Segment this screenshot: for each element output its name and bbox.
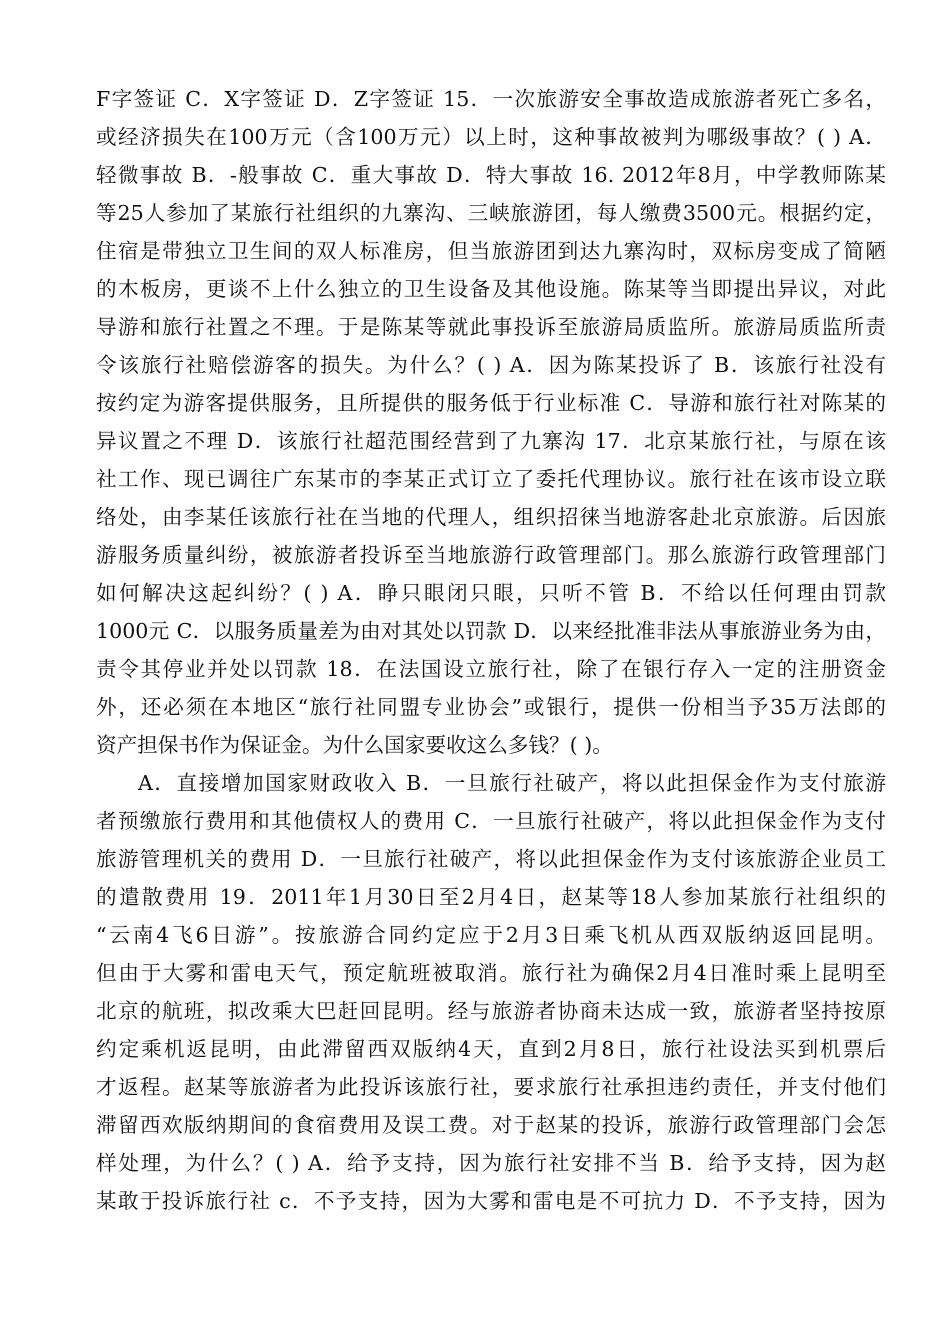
text-line: 但由于大雾和雷电天气，预定航班被取消。旅行社为确保2月4日准时乘上昆明至 xyxy=(96,961,886,985)
text-line: 北京的航班，拟改乘大巴赶回昆明。经与旅游者协商未达成一致，旅游者坚持按原 xyxy=(96,999,886,1023)
text-line: 滞留西欢版纳期间的食宿费用及误工费。对于赵某的投诉，旅游行政管理部门会怎 xyxy=(96,1113,886,1137)
text-line: 责令其停业并处以罚款 18．在法国设立旅行社，除了在银行存入一定的注册资金 xyxy=(96,657,886,681)
text-line: 或经济损失在100万元（含100万元）以上时，这种事故被判为哪级事故？( ) A． xyxy=(96,125,886,149)
text-line: 资产担保书作为保证金。为什么国家要收这么多钱？( )。 xyxy=(96,733,613,757)
text-line: 游服务质量纠纷，被旅游者投诉至当地旅游行政管理部门。那么旅游行政管理部门 xyxy=(96,543,886,567)
text-line: 的遣散费用 19．2011年1月30日至2月4日，赵某等18人参加某旅行社组织的 xyxy=(96,885,886,909)
text-line: 等25人参加了某旅行社组织的九寨沟、三峡旅游团，每人缴费3500元。根据约定， xyxy=(96,201,886,225)
text-line: 约定乘机返昆明，由此滞留西双版纳4天，直到2月8日，旅行社设法买到机票后 xyxy=(96,1037,886,1061)
text-line: F字签证 C．X字签证 D．Z字签证 15．一次旅游安全事故造成旅游者死亡多名， xyxy=(96,87,886,111)
text-line: 外，还必须在本地区“旅行社同盟专业协会”或银行，提供一份相当予35万法郎的 xyxy=(96,695,886,719)
text-line: A．直接增加国家财政收入 B．一旦旅行社破产，将以此担保金作为支付旅游 xyxy=(138,771,886,795)
text-line: 按约定为游客提供服务，且所提供的服务低于行业标准 C．导游和旅行社对陈某的 xyxy=(96,391,886,415)
text-line: 某敢于投诉旅行社 c．不予支持，因为大雾和雷电是不可抗力 D．不予支持，因为 xyxy=(96,1189,886,1213)
text-line: 络处，由李某任该旅行社在当地的代理人，组织招徕当地游客赴北京旅游。后因旅 xyxy=(96,505,886,529)
text-line: 令该旅行社赔偿游客的损失。为什么？( ) A．因为陈某投诉了 B．该旅行社没有 xyxy=(96,353,886,377)
text-line: 住宿是带独立卫生间的双人标准房，但当旅游团到达九寨沟时，双标房变成了简陋 xyxy=(96,239,886,263)
text-line: 样处理，为什么？( ) A．给予支持，因为旅行社安排不当 B．给予支持，因为赵 xyxy=(96,1151,886,1175)
text-line: 异议置之不理 D．该旅行社超范围经营到了九寨沟 17．北京某旅行社，与原在该 xyxy=(96,429,886,453)
paragraph-questions-18-19 xyxy=(96,764,886,1220)
text-line: 如何解决这起纠纷？( ) A．睁只眼闭只眼，只听不管 B．不给以任何理由罚款 xyxy=(96,581,886,605)
text-line: 导游和旅行社置之不理。于是陈某等就此事投诉至旅游局质监所。旅游局质监所责 xyxy=(96,315,886,339)
text-line: 旅游管理机关的费用 D．一旦旅行社破产，将以此担保金作为支付该旅游企业员工 xyxy=(96,847,886,871)
text-line: 者预缴旅行费用和其他债权人的费用 C．一旦旅行社破产，将以此担保金作为支付 xyxy=(96,809,886,833)
text-line: 才返程。赵某等旅游者为此投诉该旅行社，要求旅行社承担违约责任，并支付他们 xyxy=(96,1075,886,1099)
text-line: “云南4飞6日游”。按旅游合同约定应于2月3日乘飞机从西双版纳返回昆明。 xyxy=(96,923,886,947)
paragraph-questions-15-18 xyxy=(96,80,886,764)
text-line: 1000元 C．以服务质量差为由对其处以罚款 D．以来经批准非法从事旅游业务为由， xyxy=(96,619,886,643)
text-line: 的木板房，更谈不上什么独立的卫生设备及其他设施。陈某等当即提出异议，对此 xyxy=(96,277,886,301)
text-line: 轻微事故 B．-般事故 C．重大事故 D．特大事故 16. 2012年8月，中学教师陈某 xyxy=(96,163,886,187)
text-line: 社工作、现已调往广东某市的李某正式订立了委托代理协议。旅行社在该市设立联 xyxy=(96,467,886,491)
